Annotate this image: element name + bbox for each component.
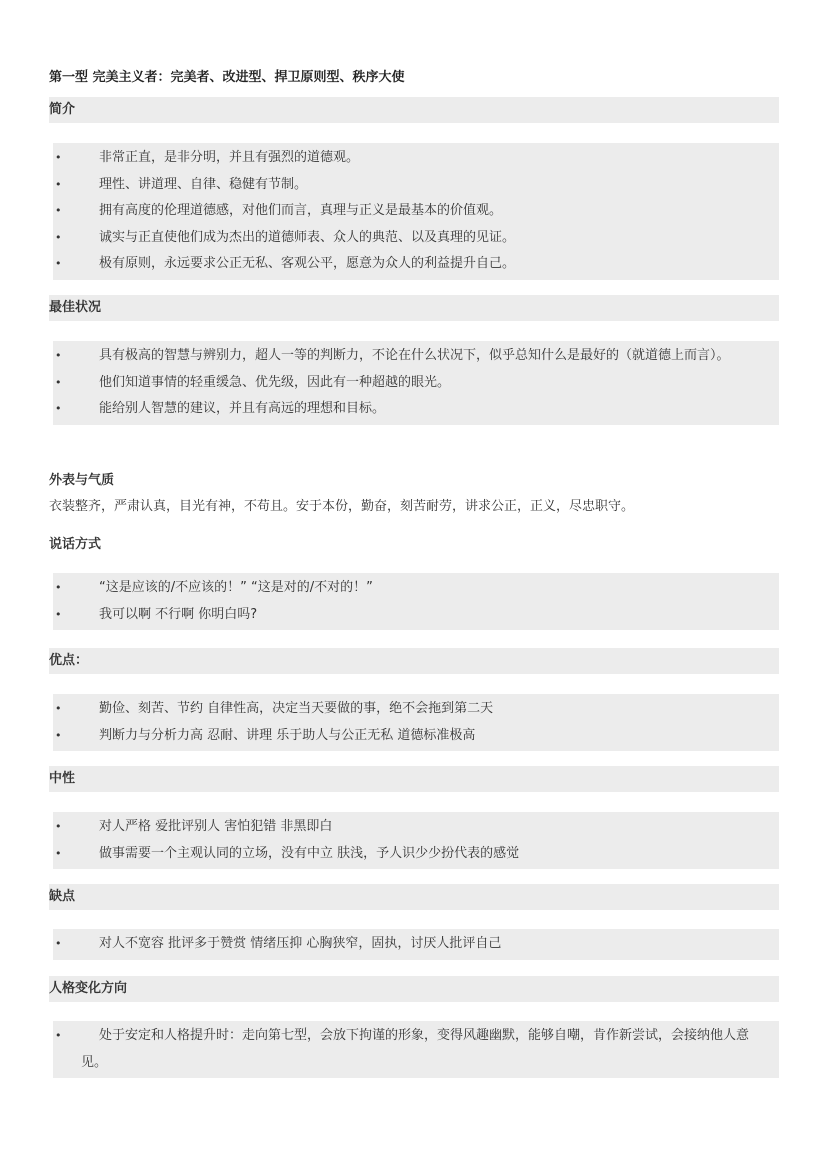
page-title: 第一型 完美主义者：完美者、改进型、捍卫原则型、秩序大使: [49, 70, 405, 85]
bullet-icon: •: [55, 177, 62, 191]
speech-list: [53, 573, 779, 630]
list-item: • 具有极高的智慧与辨别力，超人一等的判断力，不论在什么状况下，似乎总知什么是最好的（就道德上而言）。: [53, 343, 779, 370]
list-item: • 对人不宽容 批评多于赞赏 情绪压抑 心胸狭窄，固执，讨厌人批评自己: [53, 931, 779, 958]
list-item: • 极有原则，永远要求公正无私、客观公平，愿意为众人的利益提升自己。: [53, 251, 779, 278]
bullet-icon: •: [55, 375, 62, 389]
list-item: • 我可以啊 不行啊 你明白吗?: [53, 602, 779, 629]
bullet-icon: •: [55, 230, 62, 244]
section-heading-weaknesses: 缺点: [49, 884, 779, 910]
section-heading-strengths: 优点：: [49, 648, 779, 674]
bullet-icon: •: [55, 1029, 62, 1042]
list-item: • 非常正直，是非分明，并且有强烈的道德观。: [53, 145, 779, 172]
bullet-icon: •: [55, 581, 62, 594]
weaknesses-list: [53, 929, 779, 960]
change-list: [53, 1021, 779, 1078]
section-heading-change: 人格变化方向: [49, 976, 779, 1002]
section-heading-best: 最佳状况: [49, 295, 779, 321]
list-item: • 拥有高度的伦理道德感，对他们而言，真理与正义是最基本的价值观。: [53, 198, 779, 225]
bullet-icon: •: [55, 204, 62, 217]
bullet-icon: •: [55, 402, 62, 415]
neutral-list: [53, 812, 779, 869]
list-item: • 做事需要一个主观认同的立场，没有中立 肤浅，予人识少少扮代表的感觉: [53, 841, 779, 868]
list-item: • 勤俭、刻苦、节约 自律性高，决定当天要做的事，绝不会拖到第二天: [53, 696, 779, 723]
best-list: [53, 341, 779, 425]
bullet-icon: •: [55, 728, 62, 742]
section-heading-intro: 简介: [49, 97, 779, 123]
bullet-icon: •: [55, 937, 62, 950]
list-item: • “这是应该的/不应该的！” “这是对的/不对的！”: [53, 575, 779, 602]
list-item: • 诚实与正直使他们成为杰出的道德师表、众人的典范、以及真理的见证。: [53, 225, 779, 252]
bullet-icon: •: [55, 607, 62, 621]
bullet-icon: •: [55, 349, 62, 362]
bullet-icon: •: [55, 846, 62, 860]
bullet-icon: •: [55, 820, 62, 833]
strengths-list: [53, 694, 779, 751]
bullet-icon: •: [55, 151, 62, 164]
list-item: • 对人严格 爱批评别人 害怕犯错 非黑即白: [53, 814, 779, 841]
section-heading-neutral: 中性: [49, 766, 779, 792]
section-heading-appearance: 外表与气质: [49, 473, 115, 488]
intro-list: [53, 143, 779, 280]
bullet-icon: •: [55, 257, 62, 270]
section-heading-speech: 说话方式: [49, 537, 102, 552]
appearance-text: 衣装整齐，严肃认真，目光有神，不苟且。安于本份，勤奋，刻苦耐劳，讲求公正，正义，尽忠职守。: [49, 499, 635, 514]
list-item: • 能给别人智慧的建议，并且有高远的理想和目标。: [53, 396, 779, 423]
list-item: • 理性、讲道理、自律、稳健有节制。: [53, 172, 779, 199]
list-item: • 处于安定和人格提升时：走向第七型，会放下拘谨的形象，变得风趣幽默，能够自嘲，肯作新尝试，会接纳他人意见。: [53, 1023, 779, 1076]
bullet-icon: •: [55, 702, 62, 715]
list-item: • 他们知道事情的轻重缓急、优先级，因此有一种超越的眼光。: [53, 370, 779, 397]
list-item: • 判断力与分析力高 忍耐、讲理 乐于助人与公正无私 道德标准极高: [53, 723, 779, 750]
